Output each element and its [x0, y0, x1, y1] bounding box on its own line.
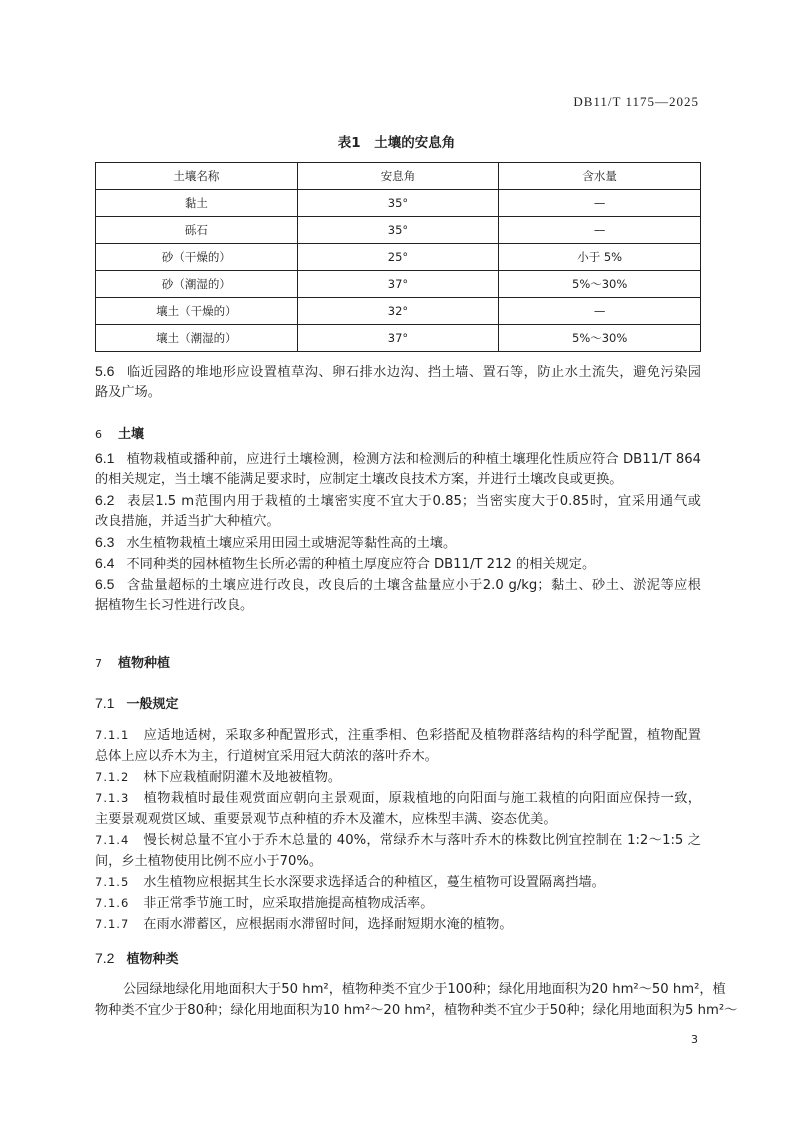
text-line — [95, 725, 701, 746]
table-row — [96, 190, 701, 217]
clause-number: 6.2 — [95, 492, 115, 508]
clause-number: 7.1.4 — [95, 833, 130, 847]
text-line — [95, 872, 701, 893]
clause-number: 6.1 — [95, 450, 115, 466]
table-cell: — — [499, 190, 701, 217]
angle-of-repose-table — [95, 162, 701, 352]
table-cell: 安息角 — [297, 163, 499, 190]
clause-text: 物种类不宜少于80种；绿化用地面积为10 hm²～20 hm²，植物种类不宜少于50种；绿化用地面积为5 hm²～ — [95, 1003, 738, 1018]
text-line — [95, 511, 701, 532]
document-code: DB11/T 1175—2025 — [573, 94, 699, 109]
clause-text: 据植物生长习性进行改良。 — [95, 598, 254, 613]
subsection-heading: 植物种类 — [126, 952, 179, 967]
clause-text: 间，乡土植物使用比例不应小于70%。 — [95, 854, 323, 869]
text-line — [95, 693, 701, 714]
text-line — [95, 914, 701, 935]
text-line — [95, 424, 701, 445]
text-line — [95, 490, 701, 511]
table-cell: 25° — [297, 244, 499, 271]
clause-text: 含盐量超标的土壤应进行改良，改良后的土壤含盐量应小于2.0 g/kg；黏土、砂土、淤泥等应根 — [126, 578, 701, 593]
clause-text: 在雨水滞蓄区，应根据雨水滞留时间，选择耐短期水淹的植物。 — [143, 917, 513, 932]
table-header-row — [96, 163, 701, 190]
text-line — [95, 448, 701, 469]
text-line — [95, 382, 701, 403]
clause-text: 临近园路的堆地形应设置植草沟、卵石排水边沟、挡土墙、置石等，防止水土流失，避免污染园 — [126, 365, 701, 380]
text-line — [95, 767, 701, 788]
clause-text: 表层1.5 m范围内用于栽植的土壤密实度不宜大于0.85；当密实度大于0.85时，宜采用通气或 — [126, 494, 701, 509]
table-cell: 砂（潮湿的） — [96, 271, 298, 298]
table-cell: 小于 5% — [499, 244, 701, 271]
table-row — [96, 244, 701, 271]
table-title: 表1 土壤的安息角 — [337, 135, 456, 151]
clause-number: 6.3 — [95, 534, 115, 550]
clause-text: 林下应栽植耐阴灌木及地被植物。 — [143, 770, 342, 785]
text-line — [95, 361, 701, 382]
text-line — [95, 788, 701, 809]
text-line — [95, 653, 701, 674]
text-line — [95, 746, 701, 767]
table-cell: 砂（干燥的） — [96, 244, 298, 271]
table-cell: 含水量 — [499, 163, 701, 190]
page-number: 3 — [691, 1033, 698, 1046]
clause-text: 水生植物应根据其生长水深要求选择适合的种植区，蔓生植物可设置隔离挡墙。 — [143, 875, 605, 890]
clause-number: 7.1.3 — [95, 791, 130, 805]
clause-number: 6.4 — [95, 555, 115, 571]
table-cell: 37° — [297, 271, 499, 298]
clause-text: 不同种类的园林植物生长所必需的种植土厚度应符合 DB11/T 212 的相关规定。 — [126, 557, 596, 572]
text-line — [95, 532, 701, 553]
clause-text: 公园绿地绿化用地面积大于50 hm²，植物种类不宜少于100种；绿化用地面积为20 hm²～50 hm²，植 — [123, 982, 726, 997]
table-cell: 35° — [297, 190, 499, 217]
table-cell: — — [499, 217, 701, 244]
text-line — [95, 979, 726, 1000]
text-line — [95, 948, 701, 969]
section-number: 7 — [95, 657, 102, 670]
subsection-heading: 一般规定 — [126, 697, 179, 712]
clause-number: 7.1.1 — [95, 728, 130, 742]
text-line — [95, 574, 701, 595]
clause-number: 7.1.6 — [95, 896, 130, 910]
table-cell: 黏土 — [96, 190, 298, 217]
clause-text: 植物栽植或播种前，应进行土壤检测，检测方法和检测后的种植土壤理化性质应符合 DB11/T 864 — [126, 452, 701, 467]
clause-text: 植物栽植时最佳观赏面应朝向主景观面，原栽植地的向阳面与施工栽植的向阳面应保持一致， — [143, 791, 701, 806]
table-row — [96, 298, 701, 325]
text-line — [95, 553, 701, 574]
text-line — [95, 809, 701, 830]
clause-text: 应适地适树，采取多种配置形式，注重季相、色彩搭配及植物群落结构的科学配置，植物配置 — [143, 728, 701, 743]
clause-number: 7.1.2 — [95, 770, 130, 784]
clause-number: 7.1.7 — [95, 917, 130, 931]
table-row — [96, 325, 701, 352]
clause-text: 改良措施，并适当扩大种植穴。 — [95, 514, 280, 529]
text-line — [95, 1000, 738, 1021]
clause-text: 的相关规定，当土壤不能满足要求时，应制定土壤改良技术方案，并进行土壤改良或更换。 — [95, 472, 623, 487]
table-cell: 土壤名称 — [96, 163, 298, 190]
table-row — [96, 271, 701, 298]
table-row — [96, 217, 701, 244]
table-cell: 壤土（潮湿的） — [96, 325, 298, 352]
clause-text: 主要景观观赏区域、重要景观节点种植的乔木及灌木，应株型丰满、姿态优美。 — [95, 812, 557, 827]
table-cell: 37° — [297, 325, 499, 352]
clause-text: 非正常季节施工时，应采取措施提高植物成活率。 — [143, 896, 434, 911]
text-line — [95, 893, 701, 914]
clause-number: 6.5 — [95, 576, 115, 592]
table-cell: 5%～30% — [499, 271, 701, 298]
text-line — [95, 469, 701, 490]
table-cell: 32° — [297, 298, 499, 325]
clause-number: 5.6 — [95, 363, 115, 379]
table-cell: 35° — [297, 217, 499, 244]
text-line — [95, 595, 701, 616]
text-line — [95, 851, 701, 872]
table-cell: 壤土（干燥的） — [96, 298, 298, 325]
section-heading: 土壤 — [118, 427, 145, 442]
table-cell: 砾石 — [96, 217, 298, 244]
text-line — [95, 830, 701, 851]
section-number: 6 — [95, 428, 102, 441]
clause-text: 路及广场。 — [95, 385, 161, 400]
clause-text: 总体上应以乔木为主，行道树宜采用冠大荫浓的落叶乔木。 — [95, 749, 438, 764]
section-heading: 植物种植 — [118, 656, 171, 671]
clause-text: 慢长树总量不宜小于乔木总量的 40%，常绿乔木与落叶乔木的株数比例宜控制在 1:2～1:5 之 — [143, 833, 701, 848]
subsection-number: 7.1 — [95, 695, 115, 711]
table-cell: — — [499, 298, 701, 325]
clause-number: 7.1.5 — [95, 875, 130, 889]
subsection-number: 7.2 — [95, 950, 115, 966]
clause-text: 水生植物栽植土壤应采用田园土或塘泥等黏性高的土壤。 — [126, 536, 457, 551]
table-cell: 5%～30% — [499, 325, 701, 352]
